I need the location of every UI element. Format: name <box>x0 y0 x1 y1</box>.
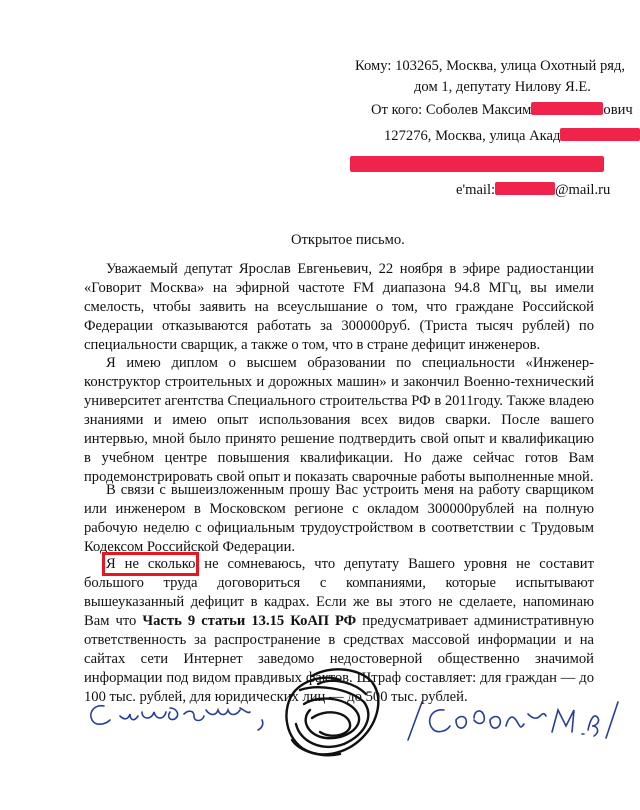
sender-name: От кого: Соболев Максим <box>371 102 532 118</box>
scribble-blot <box>286 669 378 755</box>
sender-name-suffix: ович <box>603 102 633 118</box>
recipient-line-2: дом 1, депутату Нилову Я.Е. <box>414 79 591 95</box>
paragraph-2-text: Я имею диплом о высшем образовании по специальности «Инженер-конструктор строительных и дорожных машин» и закончил Военно-технический университет агентства Специального строительства РФ в 2011году. Также владею знаниями и имею опыт использования всех видов сварки. После вашего интервью, мной было принято решение подтвердить свой опыт и квалификацию в учебном центре повышения квалификации. Но даже сейчас готов Вам продемонстрировать свой опыт и показать сварочные работы выполненные мной. <box>84 355 594 485</box>
recipient-line-1: Кому: 103265, Москва, улица Охотный ряд, <box>355 58 626 74</box>
paragraph-4-text-2: предусматривает административную ответственность за распространение в средствах массовой информации и на сайтах сети Интернет заведомо недостоверной общественно значимой информации под видом правдивых фактов. Штраф составляет: для граждан — до 100 тыс. рублей, для юридических лиц — до 500 тыс. рублей. <box>84 613 594 705</box>
email-label: e'mail: <box>456 182 496 198</box>
paragraph-3-text: В связи с вышеизложенным прошу Вас устроить меня на работу сварщиком или инженером в Московском регионе с окладом 300000рублей на полную рабочую неделю с официальным трудоустройством в соответствии с Трудовым Кодексом Российской Федерации. <box>84 482 594 555</box>
email-domain: @mail.ru <box>555 182 611 198</box>
handwritten-closing <box>91 706 263 730</box>
highlight-box: Я не сколько <box>106 556 196 572</box>
legal-reference: Часть 9 статьи 13.15 КоАП РФ <box>142 613 357 629</box>
letter-title: Открытое письмо. <box>291 232 405 248</box>
paragraph-4-text: не сомневаюсь, что депутату Вашего уровня не составит большого труда договориться с компаниями, которые испытывают вышеуказанный дефицит в кадрах. Если же вы этого не сделаете, напоминаю Вам что <box>84 556 594 629</box>
handwritten-name <box>408 702 618 740</box>
paragraph-1-text: Уважаемый депутат Ярослав Евгеньевич, 22 ноября в эфире радиостанции «Говорит Москва» на эфирной частоте FM диапазона 94.8 МГц, вы имели смелость, чтобы заявить на всеуслышание о том, что граждане Российской Федерации отказываются работать за 300000руб. (Триста тысяч рублей) по специальности сварщик, а также о том, что в стране дефицит инженеров. <box>84 261 594 353</box>
sender-address: 127276, Москва, улица Акад <box>384 128 561 144</box>
